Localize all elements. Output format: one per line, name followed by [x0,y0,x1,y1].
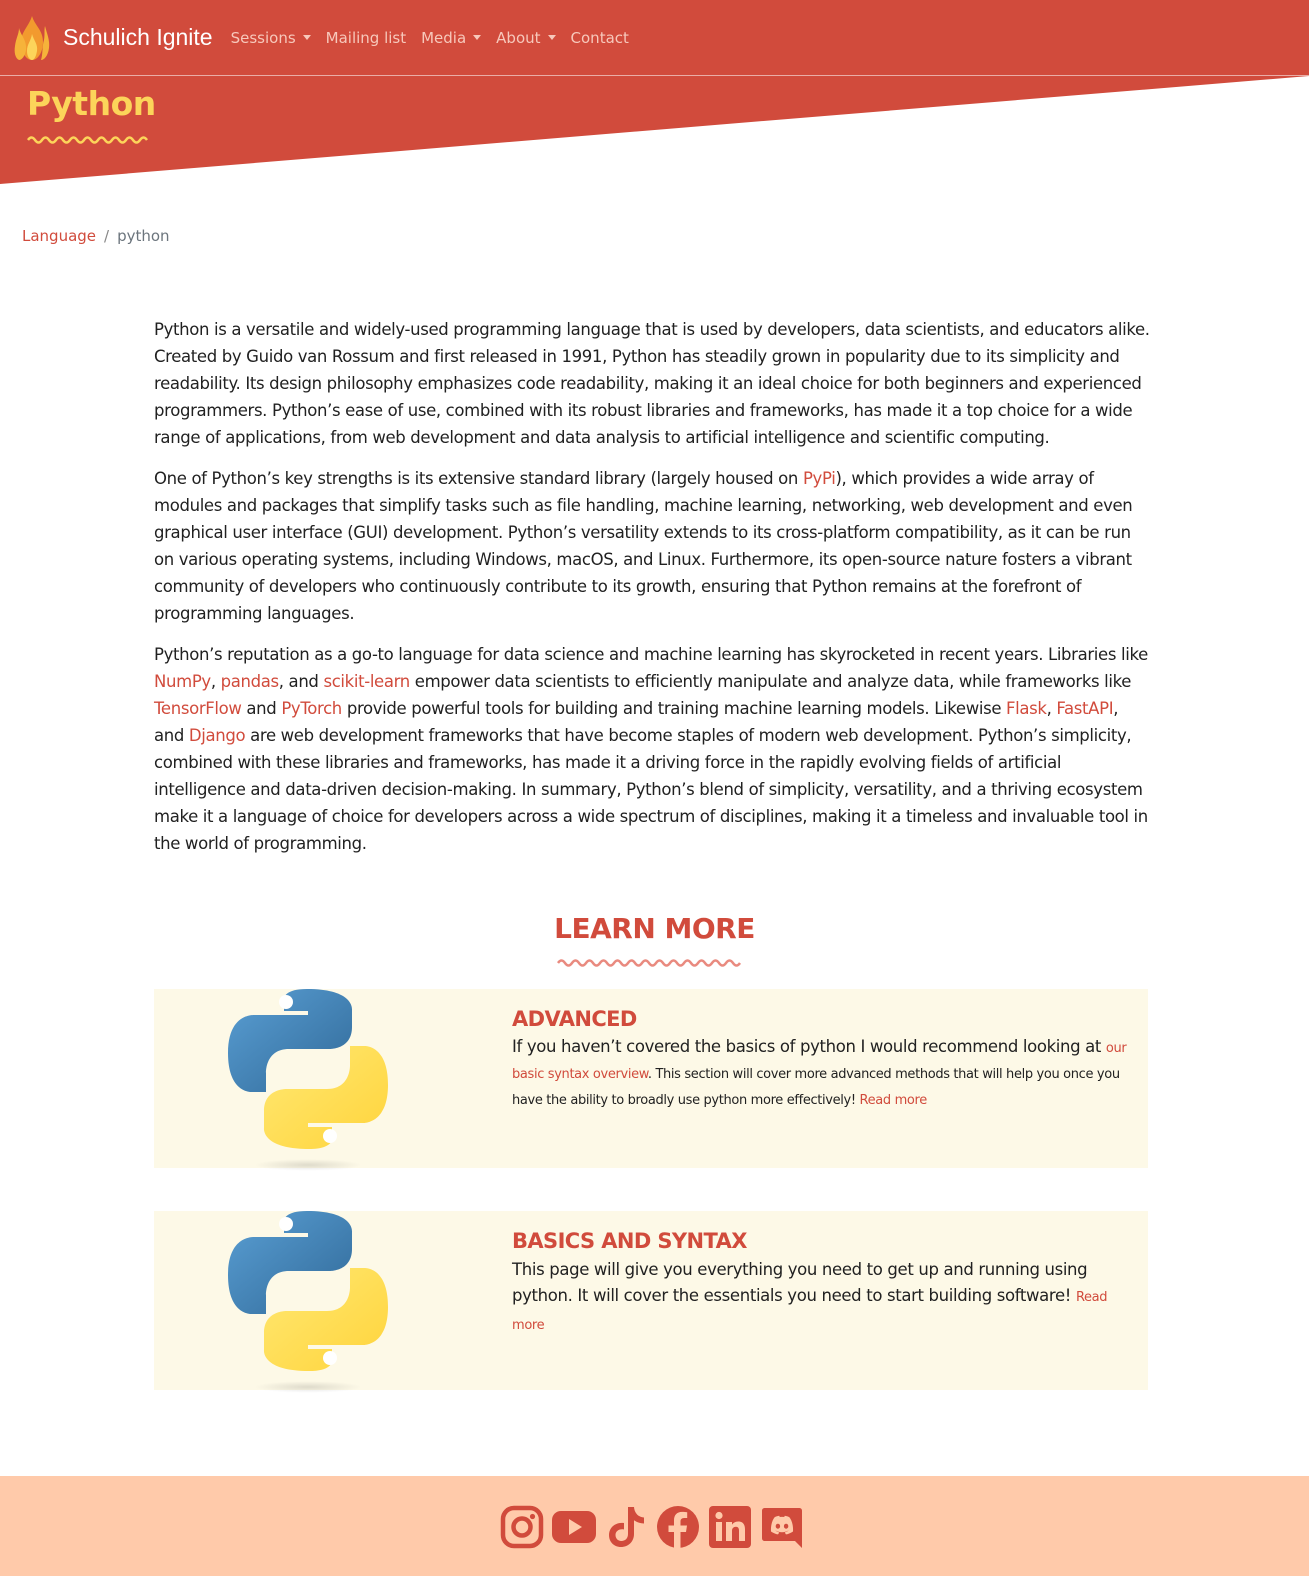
linkedin-icon[interactable] [707,1504,753,1550]
nav-contact-label: Contact [570,28,629,47]
numpy-link[interactable]: NumPy [154,672,211,691]
card-basics-text [512,1257,1136,1339]
card-basics-title: BASICS AND SYNTAX [512,1229,747,1253]
text: ), which provides a wide array of modules and packages that simplify tasks such as file handling, machine learning, networking, web development and even graphical user interface (GUI) development. Python’s versatility extends to its cross-platform compatibility, as it can be run on various operating systems, including Windows, macOS, and Linux. Furthermore, its open-source nature fosters a vibrant community of developers who continuously contribute to its growth, ensuring that Python remains at the forefront of programming languages. [154,469,1133,623]
page-header [0,0,1309,190]
text: provide powerful tools for building and training machine learning models. Likewise [341,699,1007,718]
text: One of Python’s key strengths is its extensive standard library (largely housed on [154,469,803,488]
pypi-link[interactable]: PyPi [802,469,836,488]
brand[interactable] [13,14,213,62]
nav-about[interactable] [496,29,555,47]
nav-about-label: About [496,28,541,47]
text: are web development frameworks that have become staples of modern web development. Python’s simplicity, combined with these libraries and frameworks, has made it a driving force in the rapidly evolving fields of artificial intelligence and data-driven decision-making. In summary, Python’s blend of simplicity, versatility, and a thriving ecosystem make it a language of choice for developers across a wide spectrum of disciplines, making it a timeless and invaluable tool in the world of programming. [154,726,1148,853]
text: Python’s reputation as a go-to language for data science and machine learning has skyrocketed in recent years. Libraries like [154,645,1148,664]
text: , and [154,699,1119,745]
discord-icon[interactable] [759,1504,805,1550]
scikit-learn-link[interactable]: scikit-learn [323,672,410,691]
breadcrumb-separator: / [104,227,110,245]
text: , [210,672,221,691]
text: and [241,699,282,718]
social-links [499,1504,811,1550]
flask-link[interactable]: Flask [1006,699,1047,718]
card-advanced-title: ADVANCED [512,1007,637,1031]
nav-mailing-list[interactable] [326,29,406,47]
youtube-icon[interactable] [551,1504,597,1550]
instagram-icon[interactable] [499,1504,545,1550]
brand-name: Schulich Ignite [63,24,213,50]
read-more-link[interactable]: Read more [859,1093,927,1108]
basic-syntax-overview-link[interactable]: our basic syntax overview [512,1041,1127,1082]
learn-more-heading: LEARN MORE [554,912,755,945]
article-paragraph-2 [154,465,1150,627]
python-logo-icon [228,989,388,1149]
navbar [0,0,1309,76]
fastapi-link[interactable]: FastAPI [1056,699,1114,718]
breadcrumb [22,227,170,245]
flame-icon [13,14,51,62]
footer [0,1476,1309,1576]
tiktok-icon[interactable] [603,1504,649,1550]
text: . This section will cover more advanced methods that will help you once you have the ability to broadly use python more effectively! [512,1067,1120,1108]
nav-sessions[interactable] [231,29,311,47]
card-basics-and-syntax [154,1211,1148,1390]
caret-down-icon [548,35,556,40]
page-title: Python [27,84,156,123]
logo-shadow [254,1381,362,1393]
nav-media[interactable] [421,29,481,47]
caret-down-icon [303,35,311,40]
nav-mailing-list-label: Mailing list [325,28,407,47]
text: This page will give you everything you need to get up and running using python. It will cover the essentials you need to start building software! [512,1260,1088,1305]
text: , [1046,699,1057,718]
pytorch-link[interactable]: PyTorch [281,699,342,718]
article-paragraph-3 [154,641,1150,857]
pandas-link[interactable]: pandas [220,672,279,691]
nav-media-label: Media [421,28,467,47]
breadcrumb-current: python [117,227,170,245]
django-link[interactable]: Django [188,726,246,745]
text: If you haven’t covered the basics of python I would recommend looking at [512,1037,1106,1056]
card-advanced [154,989,1148,1168]
nav-sessions-label: Sessions [230,28,296,47]
caret-down-icon [473,35,481,40]
article-paragraph-1: Python is a versatile and widely-used programming language that is used by developers, data scientists, and educators alike. Created by Guido van Rossum and first released in 1991, Python has steadily grown in popularity due to its simplicity and readability. Its design philosophy emphasizes code readability, making it an ideal choice for both beginners and experienced programmers. Python’s ease of use, combined with its robust libraries and frameworks, has made it a top choice for a wide range of applications, from web development and data analysis to artificial intelligence and scientific computing. [154,320,1150,447]
read-more-link[interactable]: Read more [512,1290,1108,1333]
logo-shadow [254,1159,362,1171]
learn-more-squiggle-decoration [557,957,745,969]
text: empower data scientists to efficiently manipulate and analyze data, while frameworks like [409,672,1132,691]
text: , and [278,672,324,691]
nav-contact[interactable] [571,29,629,47]
tensorflow-link[interactable]: TensorFlow [154,699,242,718]
python-logo-icon [228,1211,388,1371]
title-squiggle-decoration [27,134,151,146]
facebook-icon[interactable] [655,1504,701,1550]
card-advanced-text [512,1035,1136,1113]
article-body [154,316,1150,871]
breadcrumb-language-link[interactable]: Language [22,227,97,245]
